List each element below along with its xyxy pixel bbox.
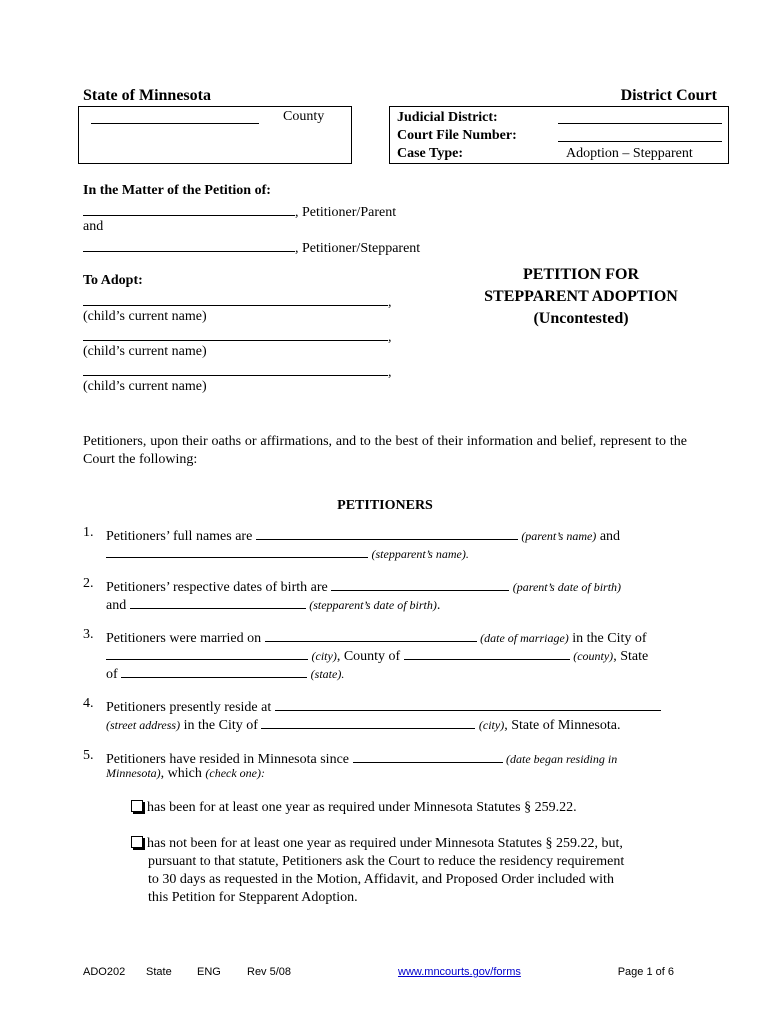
item-4-line-1 — [106, 696, 661, 716]
option-2-text-line-3: to 30 days as requested in the Motion, Affidavit, and Proposed Order included with — [148, 872, 614, 887]
matter-label: In the Matter of the Petition of: — [83, 183, 271, 198]
street-address-blank[interactable] — [275, 696, 661, 711]
county-label: County — [283, 109, 325, 124]
county-box — [78, 106, 352, 164]
petitioner-stepparent-row — [83, 237, 420, 257]
petitioner-parent-row — [83, 201, 396, 221]
child-2-row — [83, 326, 392, 346]
option-2-text-line-4: this Petition for Stepparent Adoption. — [148, 890, 358, 905]
item-5-number: 5. — [83, 748, 94, 763]
intro-paragraph: Petitioners, upon their oaths or affirmations, and to the best of their information and belief, represent to the Court the following: — [83, 434, 687, 467]
child-2-label: (child’s current name) — [83, 344, 207, 359]
document-title — [420, 264, 742, 330]
check-one-hint: (check one): — [205, 766, 265, 780]
residence-date-blank[interactable] — [353, 748, 503, 763]
court-info-box — [389, 106, 729, 164]
marriage-date-hint: (date of marriage) — [480, 631, 569, 645]
item-4-line-2 — [106, 714, 620, 734]
title-line-1: PETITION FOR — [522, 266, 639, 283]
marriage-county-blank[interactable] — [404, 645, 570, 660]
court-file-number-blank[interactable] — [558, 127, 722, 142]
item-3-state: , State — [613, 649, 649, 664]
residence-date-hint: (date began residing in — [506, 752, 618, 766]
petitioner-parent-blank[interactable] — [83, 201, 295, 216]
child-1-blank[interactable] — [83, 291, 388, 306]
marriage-state-blank[interactable] — [121, 663, 307, 678]
court-file-number-label: Court File Number: — [397, 128, 517, 143]
marriage-state-hint: (state). — [310, 667, 345, 681]
parent-name-hint: (parent’s name) — [521, 529, 597, 543]
item-3-number: 3. — [83, 627, 94, 642]
item-4-text: Petitioners presently reside at — [106, 700, 272, 715]
footer-language: ENG — [197, 966, 221, 978]
item-2-and: and — [106, 598, 127, 613]
stepparent-name-hint: (stepparent’s name). — [371, 547, 469, 561]
case-type-label: Case Type: — [397, 146, 463, 161]
item-1-number: 1. — [83, 525, 94, 540]
item-1-and: and — [599, 529, 621, 544]
marriage-city-hint: (city) — [311, 649, 337, 663]
judicial-district-label: Judicial District: — [397, 110, 498, 125]
marriage-county-hint: (county) — [573, 649, 614, 663]
child-1-label: (child’s current name) — [83, 309, 207, 324]
item-3-county-of: , County of — [336, 649, 401, 664]
option-1-checkbox[interactable] — [131, 800, 143, 812]
judicial-district-blank[interactable] — [558, 109, 722, 124]
child-3-label: (child’s current name) — [83, 379, 207, 394]
child-1-comma: , — [388, 295, 392, 310]
petitioners-heading: PETITIONERS — [337, 498, 433, 513]
residence-city-blank[interactable] — [261, 714, 475, 729]
child-3-blank[interactable] — [83, 361, 388, 376]
item-1-line-1 — [106, 525, 620, 545]
child-2-blank[interactable] — [83, 326, 388, 341]
petitioner-stepparent-blank[interactable] — [83, 237, 295, 252]
option-1-text: has been for at least one year as required under Minnesota Statutes § 259.22. — [147, 800, 577, 815]
title-line-2: STEPPARENT ADOPTION — [484, 288, 678, 305]
item-3-text: Petitioners were married on — [106, 631, 262, 646]
item-5-line-2 — [106, 766, 265, 782]
residence-city-hint: (city) — [478, 718, 505, 732]
item-3-of: of — [106, 667, 118, 682]
option-2-checkbox[interactable] — [131, 836, 143, 848]
item-3-line-3 — [106, 663, 344, 683]
item-2-text: Petitioners’ respective dates of birth are — [106, 580, 328, 595]
option-2-text-line-1: has not been for at least one year as required under Minnesota Statutes § 259.22, but, — [147, 836, 623, 851]
stepparent-dob-blank[interactable] — [130, 594, 306, 609]
item-1-line-2 — [106, 543, 469, 563]
option-2-row — [131, 836, 623, 852]
court-heading: District Court — [620, 87, 717, 104]
case-type-value: Adoption – Stepparent — [566, 146, 693, 161]
item-2-line-1 — [106, 576, 621, 596]
item-2-number: 2. — [83, 576, 94, 591]
residence-date-hint-cont: Minnesota) — [106, 766, 161, 780]
option-2-text-line-2: pursuant to that statute, Petitioners ask the Court to reduce the residency requirement — [148, 854, 625, 869]
footer-page-number: Page 1 of 6 — [617, 966, 674, 978]
parent-name-blank[interactable] — [256, 525, 518, 540]
item-1-text: Petitioners’ full names are — [106, 529, 253, 544]
and-label: and — [83, 219, 104, 234]
item-2-line-2 — [106, 594, 440, 614]
item-5-which: , which — [160, 766, 202, 781]
child-3-comma: , — [388, 365, 392, 380]
child-3-row — [83, 361, 392, 381]
petitioner-parent-label: , Petitioner/Parent — [295, 205, 397, 220]
petitioner-stepparent-label: , Petitioner/Stepparent — [295, 241, 421, 256]
item-3-line-2 — [106, 645, 648, 665]
footer-revision: Rev 5/08 — [247, 966, 292, 978]
county-blank[interactable] — [91, 109, 259, 124]
state-heading: State of Minnesota — [83, 87, 211, 104]
marriage-city-blank[interactable] — [106, 645, 308, 660]
item-3-city-of: in the City of — [572, 631, 647, 646]
footer-form-id: ADO202 — [83, 966, 126, 978]
item-4-end: , State of Minnesota. — [504, 718, 621, 733]
marriage-date-blank[interactable] — [265, 627, 477, 642]
option-1-row — [131, 800, 577, 816]
stepparent-dob-hint: (stepparent’s date of birth) — [309, 598, 437, 612]
child-1-row — [83, 291, 392, 311]
child-2-comma: , — [388, 330, 392, 345]
footer-forms-link[interactable]: www.mncourts.gov/forms — [398, 966, 521, 978]
to-adopt-label: To Adopt: — [83, 273, 143, 288]
item-4-city-of: in the City of — [183, 718, 258, 733]
parent-dob-blank[interactable] — [331, 576, 509, 591]
item-5-text: Petitioners have resided in Minnesota since — [106, 752, 349, 767]
footer-state: State — [146, 966, 172, 978]
item-4-number: 4. — [83, 696, 94, 711]
item-2-end: . — [436, 598, 441, 613]
title-line-3: (Uncontested) — [533, 310, 629, 327]
stepparent-name-blank[interactable] — [106, 543, 368, 558]
item-5-line-1 — [106, 748, 617, 768]
parent-dob-hint: (parent’s date of birth) — [512, 580, 622, 594]
street-address-hint: (street address) — [106, 718, 181, 732]
item-3-line-1 — [106, 627, 647, 647]
